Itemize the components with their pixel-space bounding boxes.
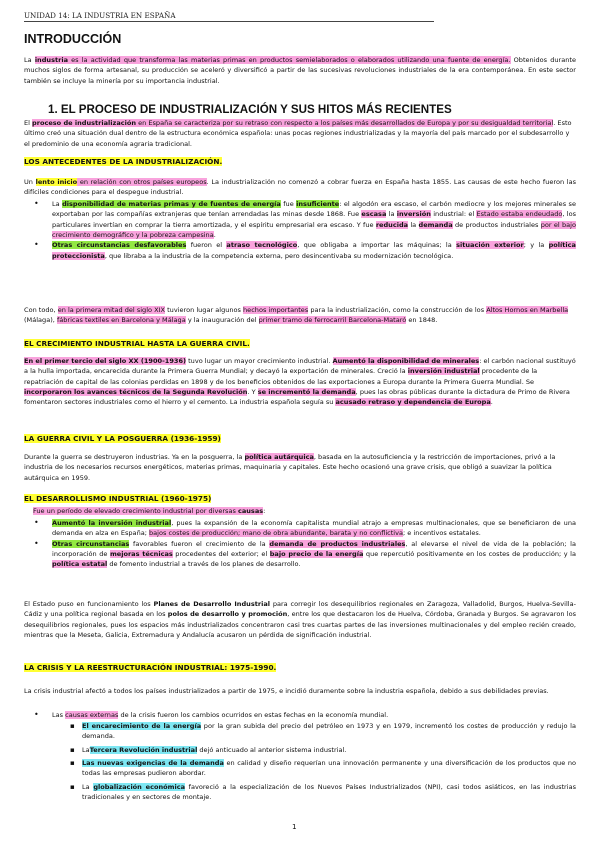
sub-list-item xyxy=(24,745,576,755)
list-item xyxy=(24,240,576,261)
text-run: en relación con otros países europeos xyxy=(77,178,207,186)
text-run: . La industrialización no comenzó a cobrar fuerza en España hasta 1855. Las causas de este hecho fueron las difíciles condiciones para el despegue industrial. xyxy=(24,178,576,197)
intro-paragraph xyxy=(24,55,576,86)
text-run: política proteccionista xyxy=(52,241,576,260)
section-title: 1. EL PROCESO DE INDUSTRIALIZACIÓN Y SUS HITOS MÁS RECIENTES xyxy=(48,103,452,116)
text-run: , al elevarse el nivel de vida de la población; la incorporación de xyxy=(52,539,577,559)
text-run: procedentes del exterior; el xyxy=(172,550,270,559)
guerra-civil-heading: EL CRECIMIENTO INDUSTRIAL HASTA LA GUERRA CIVIL. xyxy=(24,339,250,348)
text-run: mejoras técnicas xyxy=(109,550,173,559)
text-run: : el carbón nacional sustituyó a la hulla importada, encarecida durante la Primera Guerra Mundial; y decayó la exportación de minerales. Creció la xyxy=(24,357,576,376)
text-run: En el primer tercio del siglo XX (1900-1936) xyxy=(24,357,187,365)
text-run: de productos industriales xyxy=(452,220,541,229)
text-run: Tercera Revolución industrial xyxy=(89,745,198,754)
text-run: La crisis industrial afectó a todos los países industrializados a partir de 1975, e incidió duramente sobre la industria española, debido a sus debilidades previas. xyxy=(24,687,549,695)
text-run: (Málaga), xyxy=(24,316,57,325)
text-run: hechos importantes xyxy=(243,306,309,314)
text-run: causas externas xyxy=(65,711,119,719)
crisis-heading: LA CRISIS Y LA REESTRUCTURACIÓN INDUSTRIAL: 1975-1990. xyxy=(24,663,277,672)
text-run: , entre los que destacaron los de Huelva, Córdoba, Granada y Burgos. Se agravaron los desequilibrios regionales, pues los espacios más industrializados concentraron casi tres cuartas partes de las inversiones multinacionales y del empleo recién creado, mientras que la Meseta, Galicia, Extremadura y Andalucía acusaron un pérdida de significación industrial. xyxy=(24,610,576,640)
text-run: El Estado puso en funcionamiento los xyxy=(24,600,154,608)
posguerra-paragraph xyxy=(24,452,576,483)
text-run: situación exterior xyxy=(456,241,524,250)
text-run: para la industrialización, como la construcción de los xyxy=(308,306,487,314)
text-run: demanda de productos industriales xyxy=(269,539,406,548)
text-run: la xyxy=(386,210,397,219)
list-item xyxy=(24,518,576,539)
antecedentes-list xyxy=(24,199,576,261)
text-run: lento inicio xyxy=(35,178,78,186)
text-run: favoreció a la especialización de los Nuevos Países Industrializados (NPI), casi todos asiáticos, en las industrias tradicionales y en sectores de montaje. xyxy=(82,782,576,802)
sub-list-item xyxy=(24,721,576,742)
text-run: demanda xyxy=(418,220,453,229)
text-run: dejó anticuado al anterior sistema industrial. xyxy=(197,745,347,754)
text-run: Altos Hornos en Marbella xyxy=(486,306,569,314)
text-run: tuvo lugar un mayor crecimiento industrial. xyxy=(186,357,333,365)
text-run: en la primera mitad del siglo XIX xyxy=(57,306,166,314)
text-run: El encarecimiento de la energía xyxy=(82,722,202,730)
crisis-paragraph xyxy=(24,686,576,696)
text-run: política autárquica xyxy=(244,453,314,461)
text-run: causas xyxy=(237,507,264,515)
text-run: procedente de la repatriación de capital de las colonias perdidas en 1898 y de los beneficios obtenidos de las exportaciones a Europa durante la Primera Guerra Mundial. Se xyxy=(24,367,538,386)
text-run: de la crisis fueron los cambios ocurridos en estas fechas en la economía mundial. xyxy=(118,711,389,719)
antecedentes-paragraph xyxy=(24,177,576,198)
text-run: , que libraba a la industria de la competencia externa, pero desincentivaba su modernización tecnológica. xyxy=(104,251,454,260)
text-run: Un xyxy=(24,178,36,186)
text-run: . xyxy=(213,231,216,240)
text-run: polos de desarrollo y promoción xyxy=(167,610,288,619)
text-run: acusado retraso y dependencia de Europa xyxy=(335,398,491,407)
text-run: Las xyxy=(52,711,66,719)
text-run: ; e incentivos estatales. xyxy=(403,529,481,538)
text-run: Con todo, xyxy=(24,306,58,314)
text-run: fueron el xyxy=(186,241,227,250)
desarrollismo-list xyxy=(24,518,576,570)
text-run: globalización económica xyxy=(93,782,186,791)
text-run: tuvieron lugar algunos xyxy=(165,306,244,314)
text-run: Las nuevas exigencias de la demanda xyxy=(82,759,224,768)
text-run: , pues las obras públicas durante la dictadura de Primo de Rivera fomentaron sectores industriales como el hierro y el cemento. La industria española seguía su xyxy=(24,388,570,407)
text-run: Aumentó la disponibilidad de minerales xyxy=(332,357,480,365)
text-run: industria xyxy=(34,56,68,64)
text-run: : xyxy=(263,507,266,515)
crisis-sublist xyxy=(24,721,576,802)
text-run: fue xyxy=(280,200,297,208)
text-run: , pues la expansión de la economía capitalista mundial atrajo a empresas multinacionales, que se beneficiaron de una demanda en alza en España; xyxy=(52,519,576,538)
text-run: que repercutió positivamente en los costes de producción; y la xyxy=(363,550,576,559)
text-run: La xyxy=(24,56,35,64)
header-rule xyxy=(24,21,434,22)
text-run: favorables fueron el crecimiento de la xyxy=(129,539,270,548)
text-run: por el bajo crecimiento demográfico y la pobreza campesina xyxy=(52,220,577,240)
text-run: en 1848. xyxy=(406,316,438,325)
text-run: La xyxy=(82,782,94,791)
text-run: inversión industrial xyxy=(407,367,480,376)
text-run: Durante la guerra se destruyeron industrias. Ya en la posguerra, la xyxy=(24,453,245,461)
section-intro-paragraph xyxy=(24,118,576,149)
list-item xyxy=(24,539,576,570)
text-run: . Y xyxy=(247,388,258,397)
text-run: fábricas textiles en Barcelona y Málaga xyxy=(56,316,186,325)
text-run: insuficiente xyxy=(296,200,340,208)
text-run: Planes de Desarrollo Industrial xyxy=(153,600,270,608)
text-run: La xyxy=(52,200,63,208)
text-run: . Esto último creó una situación dual dentro de la estructura económica española: unas pocas regiones industrializadas y la mayoría del país marcado por el subdesarrollo y el predominio de una economía agraria tradicional. xyxy=(24,119,572,148)
text-run: por la gran subida del precio del petróleo en 1973 y en 1979, incrementó los costes de producción y redujo la demanda. xyxy=(82,722,577,741)
text-run: La xyxy=(82,745,90,754)
list-item xyxy=(24,710,576,720)
sub-list-item xyxy=(24,782,576,803)
desarrollismo-paragraph xyxy=(24,599,576,640)
text-run: proceso de industrialización xyxy=(32,119,137,127)
text-run: . xyxy=(490,398,493,407)
text-run: reducida xyxy=(375,220,409,229)
text-run: la xyxy=(408,220,419,229)
sub-list-item xyxy=(24,758,576,779)
text-run: , basada en la autosuficiencia y la restricción de importaciones, privó a la industria de los necesarios recursos energéticos, materias primas, maquinaria y capitales. Este hecho ocasionó una grave crisis, que obligó a suavizar la política autárquica en 1959. xyxy=(24,453,556,482)
text-run: ; y la xyxy=(523,241,549,250)
text-run: Otras circunstancias xyxy=(52,539,130,548)
antecedentes-heading: LOS ANTECEDENTES DE LA INDUSTRIALIZACIÓN. xyxy=(24,157,223,166)
text-run: incorporaron los avances técnicos de la Segunda Revolución xyxy=(24,388,248,397)
text-run: para corregir los desequilibrios regionales en Zaragoza, Valladolid, Burgos, Huelva-Sevilla-Cádiz y una política regional basada en los xyxy=(24,600,576,619)
text-run: disponibilidad de materias primas y de fuentes de energía xyxy=(62,200,281,208)
text-run: y la inauguración del xyxy=(185,316,259,325)
text-run: , que obligaba a importar las máquinas; la xyxy=(297,241,457,250)
text-run: escasa xyxy=(361,210,387,219)
text-run: primer tramo de ferrocarril Barcelona-Mataró xyxy=(258,316,407,325)
text-run: inversión xyxy=(396,210,431,219)
text-run: , los particulares invertían en comprar la tierra amortizada, y el espíritu empresarial era escaso. Y fue xyxy=(52,210,576,229)
text-run: Estado estaba endeudado xyxy=(476,210,563,219)
text-run: bajos costes de producción; mano de obra abundante, barata y no conflictiva xyxy=(149,529,404,538)
text-run: es la actividad que transforma las materias primas en productos semielaborados o elaborados utilizando una fuente de energía. xyxy=(67,56,511,64)
text-run: Otras circunstancias desfavorables xyxy=(52,241,187,250)
text-run: en calidad y diseño requerían una innovación permanente y una diversificación de los productos que no todas las empresas pudieron abordar. xyxy=(82,759,576,778)
list-item xyxy=(24,199,576,240)
text-run: Obtenidos durante muchos siglos de forma artesanal, su producción se aceleró y diversificó a partir de las sucesivas revoluciones industriales de la era contemporánea. En este sector también se incluye la minería por su importancia industrial. xyxy=(24,56,576,85)
text-run: política estatal xyxy=(52,560,108,569)
text-run: atraso tecnológico xyxy=(226,241,298,250)
page-title: INTRODUCCIÓN xyxy=(24,32,122,46)
running-header: UNIDAD 14: LA INDUSTRIA EN ESPAÑA xyxy=(24,11,176,20)
text-run: Aumentó la inversión industrial xyxy=(52,519,172,527)
antecedentes-paragraph-2 xyxy=(24,305,576,326)
desarrollismo-heading: EL DESARROLLISMO INDUSTRIAL (1960-1975) xyxy=(24,494,212,503)
text-run: de fomento industrial a través de los planes de desarrollo. xyxy=(107,560,301,569)
text-run: industrial: el xyxy=(430,210,477,219)
text-run: se incrementó la demanda xyxy=(257,388,356,397)
text-run: : el algodón era escaso, el carbón mediocre y los mejores minerales se exportaban por las compañías extranjeras que tenían arrendadas las minas desde 1868. Fue xyxy=(52,200,576,219)
text-run: en España se caracteriza por su retraso con respecto a los países más desarrollados de Europa y por su desigualdad territorial xyxy=(136,119,554,127)
posguerra-heading: LA GUERRA CIVIL Y LA POSGUERRA (1936-1959) xyxy=(24,434,221,443)
page-number: 1 xyxy=(292,822,297,831)
text-run: bajo precio de la energía xyxy=(269,550,364,559)
crisis-list xyxy=(24,710,576,720)
text-run: Fue un período de elevado crecimiento industrial por diversas xyxy=(33,507,238,515)
desarrollismo-lead xyxy=(33,506,573,516)
guerra-civil-paragraph xyxy=(24,356,576,408)
text-run: El xyxy=(24,119,33,127)
